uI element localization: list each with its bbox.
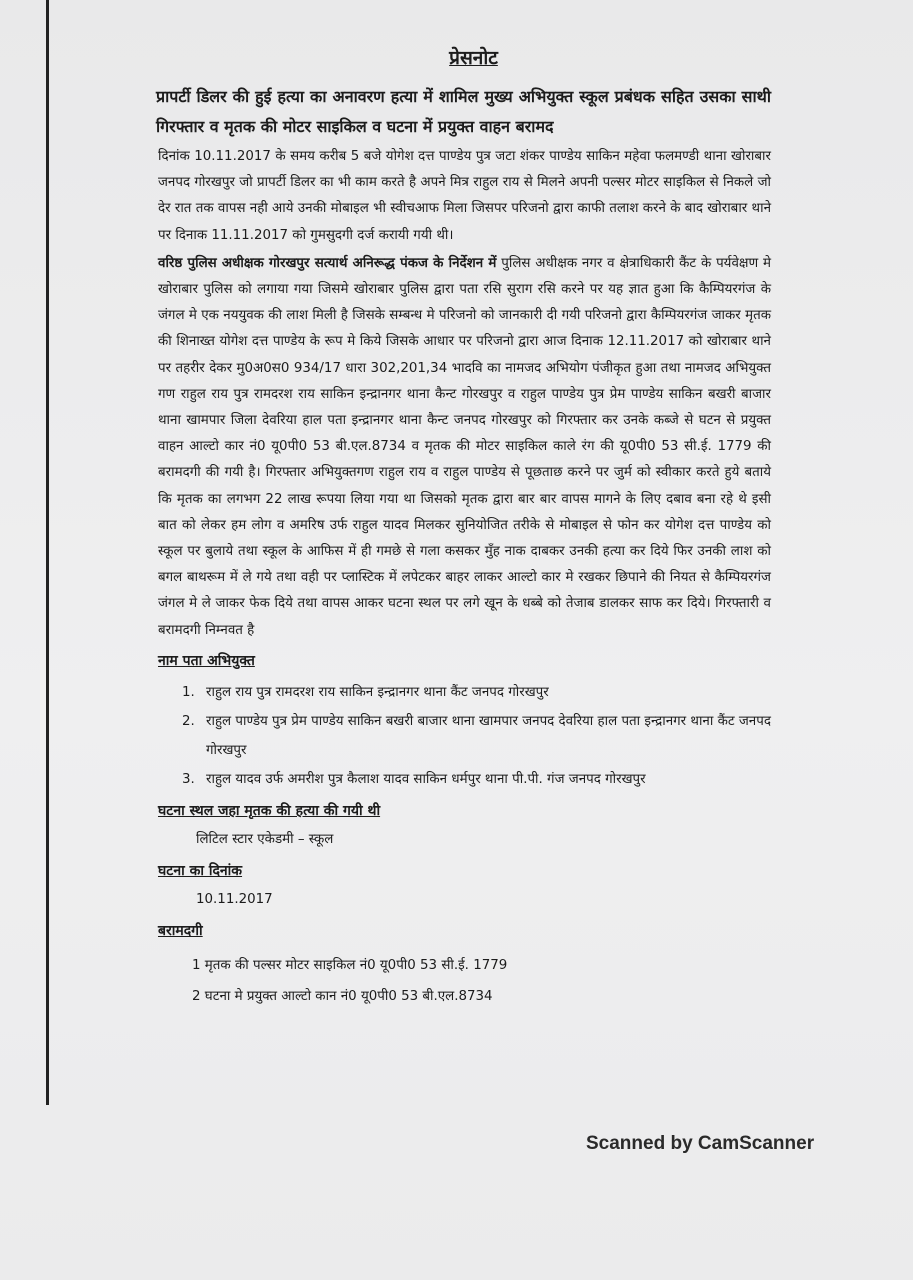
headline: प्रापर्टी डिलर की हुई हत्या का अनावरण हत्या में शामिल मुख्य अभियुक्त स्कूल प्रबंधक सहित उसका साथी गिरफ्तार व मृतक की मोटर साइकिल व घटना में प्रयुक्त वाहन बरामद	[156, 87, 771, 136]
paragraph-1: दिनांक 10.11.2017 के समय करीब 5 बजे योगेश दत्त पाण्डेय पुत्र जटा शंकर पाण्डेय साकिन महेवा फलमण्डी थाना खोराबार जनपद गोरखपुर जो प्रापर्टी डिलर का भी काम करते है अपने मित्र राहुल राय से मिलने अपनी पल्सर मोटर साइकिल से निकले जो देर रात तक वापस नही आये उनकी मोबाइल भी स्वीचआफ मिला जिसपर परिजनो द्वारा काफी तलाश करने के बाद खोराबार थाने पर दिनाक 11.11.2017 को गुमसुदगी दर्ज करायी गयी थी।	[158, 149, 771, 243]
list-item-number: 3.	[182, 771, 195, 787]
paragraph-2-body: पुलिस अधीक्षक नगर व क्षेत्राधिकारी कैंट के पर्यवेक्षण मे खोराबार पुलिस को लगाया गया जिसमे खोराबार पुलिस द्वारा पता रसि सुराग रसि करने पर यह ज्ञात हुआ कि कैम्पियरगंज के जंगल मे एक नययुवक की लाश मिली है जिसके सम्बन्ध मे परिजनो को जानकारी दी गयी परिजनो द्वारा कैम्पियरगंज जाकर मृतक की शिनाख्त योगेश दत्त पाण्डेय के रूप मे किये जिसके आधार पर परिजनो द्वारा आज दिनाक 12.11.2017 को खोराबार थाने पर तहरीर देकर मु0अ0स0 934/17 धारा 302,201,34 भादवि का नामजद अभियोग पंजीकृत हुआ तथा नामजद अभियुक्त गण राहुल राय पुत्र रामदरश राय साकिन इन्द्रानगर थाना कैन्ट गोरखपुर व राहुल पाण्डेय पुत्र प्रेम पाण्डेय साकिन बखरी बाजार थाना खामपार जिला देवरिया हाल पता इन्द्रानगर थाना कैन्ट जनपद गोरखपुर को गिरफ्तार कर उनके कब्जे से घटन से प्रयुक्त वाहन आल्टो कार नं0 यू0पी0 53 बी.एल.8734 व मृतक की मोटर साइकिल काले रंग की यू0पी0 53 सी.ई. 1779 की बरामदगी की गयी है। गिरफ्तार अभियुक्तगण राहुल राय व राहुल पाण्डेय से पूछताछ करने पर जुर्म को स्वीकार करते हुये बताये कि मृतक का लगभग 22 लाख रूपया लिया गया था जिसको मृतक द्वारा बार बार वापस मागने के लिए दबाव बना रहे थे इसी बात को लेकर हम लोग व अमरिष उर्फ राहुल यादव मिलकर सुनियोजित तरीके से मोबाइल से फोन कर योगेश दत्त पाण्डेय को स्कूल पर बुलाये तथा स्कूल के आफिस में ही गमछे से गला कसकर मुँह नाक दाबकर उनकी हत्या कर दिये फिर उनकी लाश को बगल बाथरूम में ले गये तथा वही पर प्लास्टिक में लपेटकर बाहर लाकर आल्टो कार मे रखकर छिपाने की नियत से कैम्पियरगंज जंगल मे ले जाकर फेक दिये तथा वापस आकर घटना स्थल पर लगे खून के धब्बे को तेजाब डालकर साफ कर दिये। गिरफ्तारी व बरामदगी निम्नवत है	[158, 255, 771, 638]
accused-list	[146, 678, 771, 794]
document-title: प्रेसनोट	[449, 47, 498, 69]
place-section-label: घटना स्थल जहा मृतक की हत्या की गयी थी	[158, 802, 381, 819]
place-value: लिटिल स्टार एकेडमी – स्कूल	[196, 831, 334, 847]
date-value: 10.11.2017	[196, 891, 273, 907]
date-section-label: घटना का दिनांक	[158, 862, 243, 879]
list-item-text: राहुल यादव उर्फ अमरीश पुत्र कैलाश यादव साकिन धर्मपुर थाना पी.पी. गंज जनपद गोरखपुर	[206, 771, 646, 787]
accused-section-label: नाम पता अभियुक्त	[158, 652, 255, 669]
document-body	[146, 44, 771, 1012]
paragraph-2	[146, 251, 771, 644]
list-item-number: 2.	[182, 713, 195, 729]
list-item-text: राहुल पाण्डेय पुत्र प्रेम पाण्डेय साकिन बखरी बाजार थाना खामपार जनपद देवरिया हाल पता इन्द्रानगर थाना कैंट जनपद गोरखपुर	[206, 713, 771, 758]
camscanner-watermark: Scanned by CamScanner	[586, 1133, 815, 1154]
recovery-item-2: 2 घटना मे प्रयुक्त आल्टो कान नं0 यू0पी0 53 बी.एल.8734	[192, 988, 493, 1004]
margin-line	[46, 0, 49, 1105]
list-item-text: राहुल राय पुत्र रामदरश राय साकिन इन्द्रानगर थाना कैंट जनपद गोरखपुर	[206, 684, 549, 700]
recovery-item-1: 1 मृतक की पल्सर मोटर साइकिल नं0 यू0पी0 53 सी.ई. 1779	[192, 957, 508, 973]
list-item	[182, 765, 771, 794]
list-item	[182, 707, 771, 765]
recovery-section-label: बरामदगी	[158, 922, 203, 939]
paragraph-2-lead: वरिष्ठ पुलिस अधीक्षक गोरखपुर सत्यार्थ अनिरूद्ध पंकज के निर्देशन में	[158, 255, 497, 271]
list-item	[182, 678, 771, 707]
list-item-number: 1.	[182, 684, 195, 700]
